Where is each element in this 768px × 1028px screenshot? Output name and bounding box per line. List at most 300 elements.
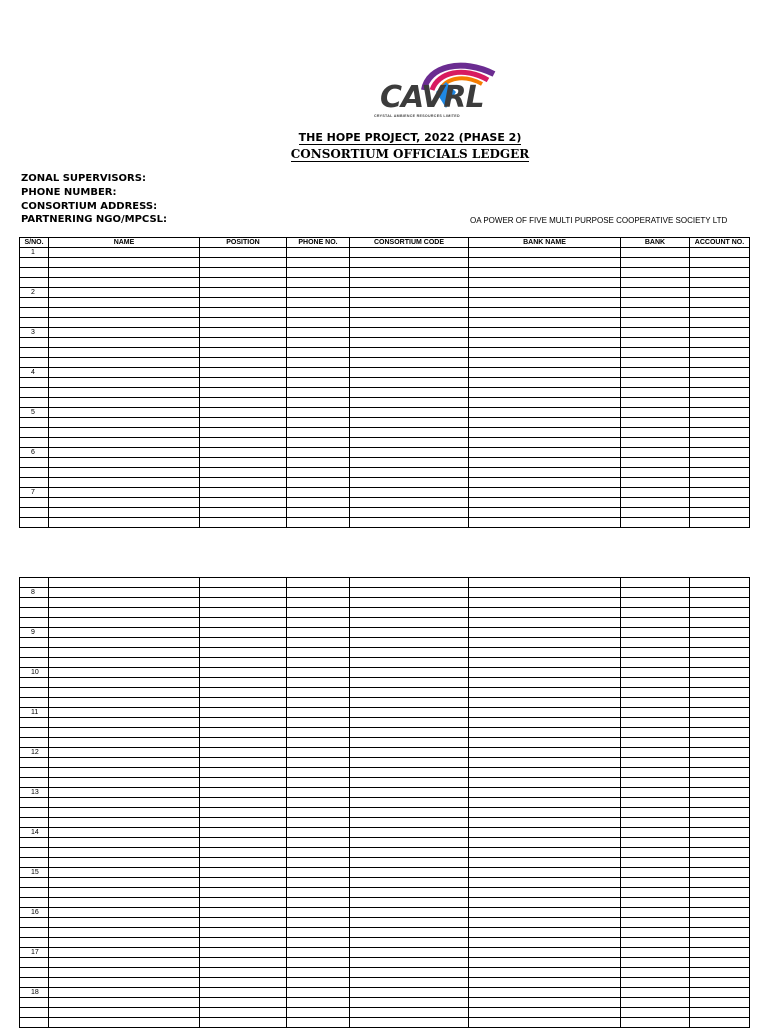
entry-cell[interactable] [200, 928, 287, 938]
entry-cell[interactable] [49, 628, 200, 638]
entry-cell[interactable] [469, 278, 621, 288]
entry-cell[interactable] [621, 988, 690, 998]
entry-cell[interactable] [49, 578, 200, 588]
serial-cell[interactable] [20, 278, 49, 288]
entry-cell[interactable] [200, 918, 287, 928]
entry-cell[interactable] [49, 708, 200, 718]
serial-cell[interactable] [20, 998, 49, 1008]
entry-cell[interactable] [287, 828, 350, 838]
entry-cell[interactable] [350, 448, 469, 458]
entry-cell[interactable] [621, 758, 690, 768]
entry-cell[interactable] [469, 588, 621, 598]
entry-cell[interactable] [350, 998, 469, 1008]
entry-cell[interactable] [690, 578, 750, 588]
entry-cell[interactable] [200, 858, 287, 868]
entry-cell[interactable] [200, 518, 287, 528]
entry-cell[interactable] [287, 818, 350, 828]
entry-cell[interactable] [690, 438, 750, 448]
entry-cell[interactable] [469, 248, 621, 258]
entry-cell[interactable] [200, 498, 287, 508]
serial-cell[interactable] [20, 648, 49, 658]
entry-cell[interactable] [621, 808, 690, 818]
entry-cell[interactable] [49, 848, 200, 858]
serial-cell[interactable] [20, 698, 49, 708]
entry-cell[interactable] [49, 418, 200, 428]
entry-cell[interactable] [469, 838, 621, 848]
entry-cell[interactable] [287, 918, 350, 928]
entry-cell[interactable] [287, 948, 350, 958]
serial-cell[interactable] [20, 378, 49, 388]
entry-cell[interactable] [49, 818, 200, 828]
entry-cell[interactable] [469, 698, 621, 708]
entry-cell[interactable] [287, 888, 350, 898]
serial-cell[interactable] [20, 818, 49, 828]
entry-cell[interactable] [200, 828, 287, 838]
entry-cell[interactable] [200, 668, 287, 678]
entry-cell[interactable] [469, 718, 621, 728]
entry-cell[interactable] [690, 868, 750, 878]
entry-cell[interactable] [469, 498, 621, 508]
entry-cell[interactable] [287, 698, 350, 708]
entry-cell[interactable] [690, 358, 750, 368]
entry-cell[interactable] [200, 888, 287, 898]
entry-cell[interactable] [350, 708, 469, 718]
entry-cell[interactable] [287, 878, 350, 888]
entry-cell[interactable] [690, 768, 750, 778]
entry-cell[interactable] [690, 478, 750, 488]
entry-cell[interactable] [621, 368, 690, 378]
serial-cell[interactable] [20, 498, 49, 508]
serial-cell[interactable]: 9 [20, 628, 49, 638]
entry-cell[interactable] [350, 578, 469, 588]
entry-cell[interactable] [200, 688, 287, 698]
entry-cell[interactable] [200, 468, 287, 478]
entry-cell[interactable] [621, 1018, 690, 1028]
entry-cell[interactable] [690, 648, 750, 658]
entry-cell[interactable] [49, 1008, 200, 1018]
entry-cell[interactable] [200, 818, 287, 828]
entry-cell[interactable] [621, 978, 690, 988]
entry-cell[interactable] [469, 668, 621, 678]
serial-cell[interactable] [20, 258, 49, 268]
entry-cell[interactable] [350, 588, 469, 598]
entry-cell[interactable] [49, 408, 200, 418]
serial-cell[interactable] [20, 268, 49, 278]
entry-cell[interactable] [469, 1018, 621, 1028]
entry-cell[interactable] [350, 678, 469, 688]
entry-cell[interactable] [287, 418, 350, 428]
entry-cell[interactable] [350, 728, 469, 738]
entry-cell[interactable] [690, 468, 750, 478]
entry-cell[interactable] [287, 368, 350, 378]
entry-cell[interactable] [621, 248, 690, 258]
entry-cell[interactable] [49, 598, 200, 608]
entry-cell[interactable] [469, 658, 621, 668]
entry-cell[interactable] [621, 788, 690, 798]
entry-cell[interactable] [200, 708, 287, 718]
entry-cell[interactable] [49, 918, 200, 928]
serial-cell[interactable] [20, 348, 49, 358]
serial-cell[interactable] [20, 768, 49, 778]
entry-cell[interactable] [350, 628, 469, 638]
entry-cell[interactable] [200, 988, 287, 998]
serial-cell[interactable] [20, 418, 49, 428]
entry-cell[interactable] [350, 1008, 469, 1018]
entry-cell[interactable] [200, 718, 287, 728]
entry-cell[interactable] [621, 578, 690, 588]
entry-cell[interactable] [49, 348, 200, 358]
entry-cell[interactable] [690, 308, 750, 318]
entry-cell[interactable] [49, 928, 200, 938]
entry-cell[interactable] [350, 898, 469, 908]
entry-cell[interactable] [690, 518, 750, 528]
entry-cell[interactable] [350, 938, 469, 948]
entry-cell[interactable] [350, 428, 469, 438]
entry-cell[interactable] [200, 748, 287, 758]
entry-cell[interactable] [469, 328, 621, 338]
serial-cell[interactable]: 3 [20, 328, 49, 338]
entry-cell[interactable] [621, 718, 690, 728]
serial-cell[interactable] [20, 928, 49, 938]
serial-cell[interactable] [20, 688, 49, 698]
entry-cell[interactable] [287, 448, 350, 458]
entry-cell[interactable] [200, 448, 287, 458]
entry-cell[interactable] [49, 368, 200, 378]
entry-cell[interactable] [621, 828, 690, 838]
entry-cell[interactable] [469, 868, 621, 878]
entry-cell[interactable] [49, 638, 200, 648]
entry-cell[interactable] [200, 648, 287, 658]
entry-cell[interactable] [200, 948, 287, 958]
entry-cell[interactable] [469, 388, 621, 398]
entry-cell[interactable] [621, 728, 690, 738]
entry-cell[interactable] [200, 428, 287, 438]
serial-cell[interactable]: 16 [20, 908, 49, 918]
entry-cell[interactable] [621, 428, 690, 438]
entry-cell[interactable] [690, 978, 750, 988]
entry-cell[interactable] [690, 638, 750, 648]
entry-cell[interactable] [469, 928, 621, 938]
entry-cell[interactable] [49, 698, 200, 708]
entry-cell[interactable] [469, 758, 621, 768]
entry-cell[interactable] [690, 898, 750, 908]
entry-cell[interactable] [469, 978, 621, 988]
entry-cell[interactable] [350, 488, 469, 498]
serial-cell[interactable]: 17 [20, 948, 49, 958]
entry-cell[interactable] [350, 738, 469, 748]
entry-cell[interactable] [621, 398, 690, 408]
entry-cell[interactable] [469, 748, 621, 758]
entry-cell[interactable] [200, 278, 287, 288]
serial-cell[interactable] [20, 438, 49, 448]
entry-cell[interactable] [287, 898, 350, 908]
entry-cell[interactable] [350, 798, 469, 808]
serial-cell[interactable]: 5 [20, 408, 49, 418]
entry-cell[interactable] [200, 418, 287, 428]
entry-cell[interactable] [690, 738, 750, 748]
entry-cell[interactable] [287, 438, 350, 448]
entry-cell[interactable] [287, 458, 350, 468]
entry-cell[interactable] [621, 298, 690, 308]
entry-cell[interactable] [287, 598, 350, 608]
entry-cell[interactable] [469, 818, 621, 828]
entry-cell[interactable] [287, 728, 350, 738]
entry-cell[interactable] [350, 418, 469, 428]
entry-cell[interactable] [49, 968, 200, 978]
entry-cell[interactable] [350, 778, 469, 788]
entry-cell[interactable] [469, 938, 621, 948]
entry-cell[interactable] [287, 988, 350, 998]
entry-cell[interactable] [350, 378, 469, 388]
entry-cell[interactable] [350, 598, 469, 608]
serial-cell[interactable]: 18 [20, 988, 49, 998]
serial-cell[interactable] [20, 728, 49, 738]
entry-cell[interactable] [469, 648, 621, 658]
entry-cell[interactable] [350, 298, 469, 308]
entry-cell[interactable] [49, 948, 200, 958]
serial-cell[interactable]: 15 [20, 868, 49, 878]
entry-cell[interactable] [621, 378, 690, 388]
entry-cell[interactable] [49, 468, 200, 478]
serial-cell[interactable] [20, 358, 49, 368]
entry-cell[interactable] [621, 688, 690, 698]
entry-cell[interactable] [49, 388, 200, 398]
entry-cell[interactable] [469, 768, 621, 778]
entry-cell[interactable] [49, 488, 200, 498]
entry-cell[interactable] [690, 248, 750, 258]
entry-cell[interactable] [469, 858, 621, 868]
serial-cell[interactable]: 6 [20, 448, 49, 458]
entry-cell[interactable] [621, 848, 690, 858]
entry-cell[interactable] [287, 678, 350, 688]
entry-cell[interactable] [621, 348, 690, 358]
entry-cell[interactable] [200, 958, 287, 968]
entry-cell[interactable] [621, 818, 690, 828]
serial-cell[interactable] [20, 968, 49, 978]
entry-cell[interactable] [200, 588, 287, 598]
entry-cell[interactable] [200, 798, 287, 808]
entry-cell[interactable] [49, 898, 200, 908]
entry-cell[interactable] [287, 778, 350, 788]
entry-cell[interactable] [287, 338, 350, 348]
entry-cell[interactable] [287, 588, 350, 598]
entry-cell[interactable] [350, 818, 469, 828]
entry-cell[interactable] [287, 808, 350, 818]
entry-cell[interactable] [49, 768, 200, 778]
serial-cell[interactable] [20, 888, 49, 898]
entry-cell[interactable] [200, 268, 287, 278]
entry-cell[interactable] [690, 418, 750, 428]
entry-cell[interactable] [350, 468, 469, 478]
serial-cell[interactable]: 8 [20, 588, 49, 598]
entry-cell[interactable] [469, 808, 621, 818]
entry-cell[interactable] [469, 678, 621, 688]
entry-cell[interactable] [469, 878, 621, 888]
entry-cell[interactable] [469, 408, 621, 418]
entry-cell[interactable] [350, 848, 469, 858]
entry-cell[interactable] [690, 388, 750, 398]
entry-cell[interactable] [287, 398, 350, 408]
entry-cell[interactable] [49, 858, 200, 868]
entry-cell[interactable] [690, 618, 750, 628]
entry-cell[interactable] [350, 768, 469, 778]
entry-cell[interactable] [621, 478, 690, 488]
entry-cell[interactable] [621, 868, 690, 878]
entry-cell[interactable] [49, 378, 200, 388]
entry-cell[interactable] [200, 868, 287, 878]
entry-cell[interactable] [621, 968, 690, 978]
entry-cell[interactable] [690, 958, 750, 968]
entry-cell[interactable] [621, 488, 690, 498]
entry-cell[interactable] [49, 658, 200, 668]
entry-cell[interactable] [287, 358, 350, 368]
entry-cell[interactable] [690, 698, 750, 708]
entry-cell[interactable] [621, 678, 690, 688]
entry-cell[interactable] [200, 678, 287, 688]
entry-cell[interactable] [469, 888, 621, 898]
entry-cell[interactable] [469, 608, 621, 618]
entry-cell[interactable] [49, 998, 200, 1008]
entry-cell[interactable] [621, 438, 690, 448]
entry-cell[interactable] [287, 718, 350, 728]
entry-cell[interactable] [287, 518, 350, 528]
entry-cell[interactable] [621, 618, 690, 628]
entry-cell[interactable] [690, 878, 750, 888]
entry-cell[interactable] [287, 508, 350, 518]
entry-cell[interactable] [469, 338, 621, 348]
entry-cell[interactable] [287, 758, 350, 768]
entry-cell[interactable] [621, 708, 690, 718]
entry-cell[interactable] [350, 638, 469, 648]
entry-cell[interactable] [200, 608, 287, 618]
entry-cell[interactable] [287, 998, 350, 1008]
entry-cell[interactable] [690, 668, 750, 678]
entry-cell[interactable] [287, 258, 350, 268]
entry-cell[interactable] [350, 668, 469, 678]
entry-cell[interactable] [621, 288, 690, 298]
entry-cell[interactable] [350, 858, 469, 868]
entry-cell[interactable] [350, 918, 469, 928]
entry-cell[interactable] [49, 358, 200, 368]
entry-cell[interactable] [49, 668, 200, 678]
entry-cell[interactable] [469, 508, 621, 518]
entry-cell[interactable] [469, 788, 621, 798]
entry-cell[interactable] [690, 788, 750, 798]
entry-cell[interactable] [49, 608, 200, 618]
serial-cell[interactable]: 1 [20, 248, 49, 258]
entry-cell[interactable] [350, 608, 469, 618]
entry-cell[interactable] [350, 328, 469, 338]
entry-cell[interactable] [49, 748, 200, 758]
entry-cell[interactable] [350, 278, 469, 288]
entry-cell[interactable] [200, 378, 287, 388]
entry-cell[interactable] [621, 1008, 690, 1018]
entry-cell[interactable] [621, 318, 690, 328]
serial-cell[interactable] [20, 338, 49, 348]
entry-cell[interactable] [690, 948, 750, 958]
entry-cell[interactable] [350, 878, 469, 888]
entry-cell[interactable] [621, 918, 690, 928]
serial-cell[interactable] [20, 718, 49, 728]
entry-cell[interactable] [350, 948, 469, 958]
serial-cell[interactable] [20, 468, 49, 478]
entry-cell[interactable] [49, 888, 200, 898]
entry-cell[interactable] [350, 358, 469, 368]
serial-cell[interactable] [20, 938, 49, 948]
entry-cell[interactable] [287, 798, 350, 808]
entry-cell[interactable] [690, 368, 750, 378]
entry-cell[interactable] [469, 948, 621, 958]
entry-cell[interactable] [690, 398, 750, 408]
entry-cell[interactable] [200, 1008, 287, 1018]
entry-cell[interactable] [287, 738, 350, 748]
entry-cell[interactable] [200, 738, 287, 748]
serial-cell[interactable] [20, 848, 49, 858]
entry-cell[interactable] [200, 1018, 287, 1028]
entry-cell[interactable] [200, 438, 287, 448]
entry-cell[interactable] [350, 388, 469, 398]
entry-cell[interactable] [200, 968, 287, 978]
entry-cell[interactable] [49, 328, 200, 338]
entry-cell[interactable] [49, 308, 200, 318]
entry-cell[interactable] [621, 508, 690, 518]
serial-cell[interactable]: 4 [20, 368, 49, 378]
entry-cell[interactable] [350, 648, 469, 658]
entry-cell[interactable] [287, 348, 350, 358]
entry-cell[interactable] [49, 718, 200, 728]
entry-cell[interactable] [49, 478, 200, 488]
entry-cell[interactable] [49, 318, 200, 328]
entry-cell[interactable] [469, 688, 621, 698]
entry-cell[interactable] [621, 898, 690, 908]
entry-cell[interactable] [469, 348, 621, 358]
entry-cell[interactable] [287, 248, 350, 258]
entry-cell[interactable] [49, 798, 200, 808]
entry-cell[interactable] [621, 448, 690, 458]
entry-cell[interactable] [287, 928, 350, 938]
entry-cell[interactable] [200, 328, 287, 338]
entry-cell[interactable] [690, 598, 750, 608]
entry-cell[interactable] [200, 758, 287, 768]
entry-cell[interactable] [621, 998, 690, 1008]
serial-cell[interactable] [20, 608, 49, 618]
entry-cell[interactable] [621, 668, 690, 678]
entry-cell[interactable] [621, 468, 690, 478]
entry-cell[interactable] [469, 958, 621, 968]
entry-cell[interactable] [690, 718, 750, 728]
entry-cell[interactable] [287, 658, 350, 668]
entry-cell[interactable] [350, 508, 469, 518]
entry-cell[interactable] [350, 988, 469, 998]
entry-cell[interactable] [469, 448, 621, 458]
entry-cell[interactable] [621, 928, 690, 938]
serial-cell[interactable] [20, 858, 49, 868]
entry-cell[interactable] [49, 808, 200, 818]
entry-cell[interactable] [350, 718, 469, 728]
entry-cell[interactable] [287, 478, 350, 488]
entry-cell[interactable] [469, 908, 621, 918]
entry-cell[interactable] [690, 278, 750, 288]
entry-cell[interactable] [350, 438, 469, 448]
entry-cell[interactable] [621, 938, 690, 948]
entry-cell[interactable] [287, 328, 350, 338]
entry-cell[interactable] [469, 778, 621, 788]
entry-cell[interactable] [469, 318, 621, 328]
entry-cell[interactable] [690, 508, 750, 518]
entry-cell[interactable] [287, 578, 350, 588]
entry-cell[interactable] [49, 758, 200, 768]
entry-cell[interactable] [690, 428, 750, 438]
